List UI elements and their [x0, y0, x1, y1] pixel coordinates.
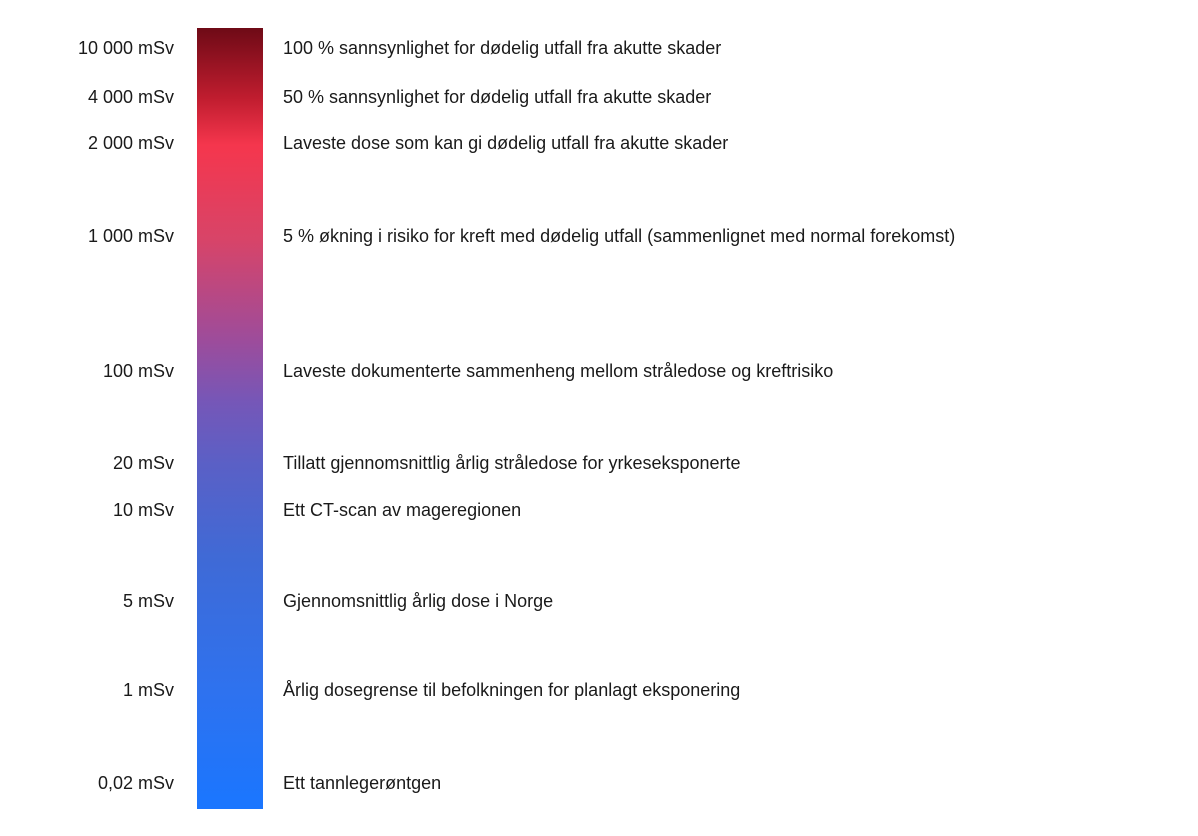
dose-description: Laveste dose som kan gi dødelig utfall fra akutte skader [283, 133, 729, 153]
dose-description: Laveste dokumenterte sammenheng mellom stråledose og kreftrisiko [283, 361, 834, 381]
scale-level-row [0, 359, 1198, 383]
scale-level-row [0, 131, 1198, 155]
dose-label: 10 000 mSv [77, 38, 174, 58]
dose-description: 100 % sannsynlighet for dødelig utfall fra akutte skader [283, 38, 722, 58]
scale-level-row [0, 498, 1198, 522]
scale-level-row [0, 85, 1198, 109]
dose-label: 5 mSv [122, 591, 174, 611]
dose-description: Gjennomsnittlig årlig dose i Norge [283, 591, 554, 611]
dose-label: 4 000 mSv [87, 87, 174, 107]
dose-label: 1 000 mSv [87, 226, 174, 246]
dose-description: Tillatt gjennomsnittlig årlig stråledose for yrkeseksponerte [283, 453, 741, 473]
scale-level-row [0, 589, 1198, 613]
scale-level-row [0, 451, 1198, 475]
dose-description: Ett CT-scan av mageregionen [283, 500, 522, 520]
scale-level-row [0, 36, 1198, 60]
dose-label: 0,02 mSv [97, 773, 174, 793]
scale-level-row [0, 771, 1198, 795]
dose-label: 2 000 mSv [87, 133, 174, 153]
dose-label: 10 mSv [112, 500, 174, 520]
scale-level-row [0, 678, 1198, 702]
dose-description: Ett tannlegerøntgen [283, 773, 442, 793]
dose-description: 5 % økning i risiko for kreft med dødelig utfall (sammenlignet med normal forekomst) [283, 226, 956, 246]
dose-label: 100 mSv [102, 361, 174, 381]
dose-description: 50 % sannsynlighet for dødelig utfall fra akutte skader [283, 87, 712, 107]
dose-label: 1 mSv [122, 680, 174, 700]
dose-label: 20 mSv [112, 453, 174, 473]
scale-level-row [0, 224, 1198, 248]
dose-description: Årlig dosegrense til befolkningen for planlagt eksponering [283, 680, 741, 700]
